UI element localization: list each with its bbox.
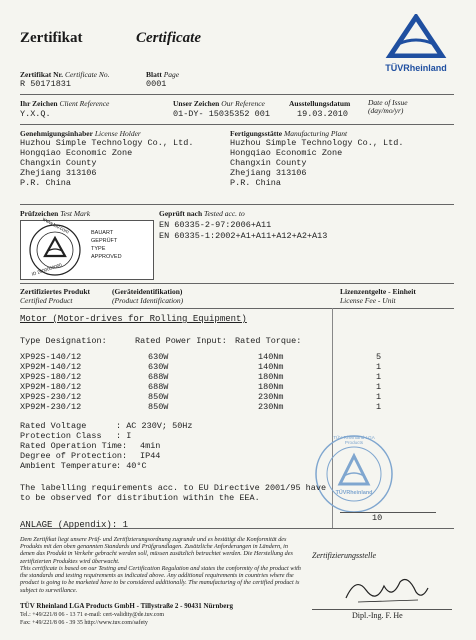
tuv-logo-text: TÜVRheinland (385, 63, 447, 73)
spec-label: Protection Class (20, 431, 102, 441)
spec-label: Ambient Temperature (20, 461, 117, 471)
labelling-note: The labelling requirements acc. to EU Directive 2001/95 have to be observed for distribution within the EEA. (20, 483, 327, 503)
type-cell: XP92S-230/12 (20, 392, 82, 402)
license-fee-label: Lizenzentgelte - Einheit License Fee - Unit (340, 287, 416, 305)
spec-label: Degree of Protection: (20, 451, 128, 461)
torque-cell: 230Nm (258, 402, 284, 412)
title-de: Zertifikat (20, 30, 83, 46)
spec-value: 4min (140, 441, 161, 451)
spec-label: Rated Operation Time: (20, 441, 128, 451)
company-fax: Fax: +49/221/8 06 - 39 35 http://www.tuv.com/safety (20, 620, 148, 626)
tuv-triangle-icon (376, 14, 456, 58)
type-cell: XP92S-180/12 (20, 372, 82, 382)
type-cell: XP92M-230/12 (20, 402, 82, 412)
signature (338, 570, 434, 608)
our-ref-label: Unser Zeichen Our Reference (173, 99, 265, 108)
plant-address: Huzhou Simple Technology Co., Ltd. Hongqiao Economic Zone Changxin County Zhejiang 313106 P.R. China (230, 138, 404, 188)
issue-date-value: 19.03.2010 (297, 109, 349, 119)
legal-text-de: Dem Zertifikat liegt unsere Prüf- und Zertifizierungsordnung zugrunde und es bestätigt die Konformität des Produkts mit den oben genannten Standards und Prüfgrundlagen. Zusätzliche Anforderungen in Ländern, in denen das Produkt in Verkehr gebracht werden soll, müssen zusätzlich betrachtet werden. Die Herstellung des zertifizierten Produktes wird überwacht. (20, 536, 293, 565)
plant-label: Fertigungsstätte Manufacturing Plant (230, 129, 348, 138)
tuv-logo (376, 14, 456, 73)
signature-line (312, 609, 452, 610)
certified-product-label: Zertifiziertes Produkt Certified Product (20, 287, 91, 305)
type-cell: XP92M-140/12 (20, 362, 82, 372)
signatory-name: Dipl.-Ing. F. He (352, 611, 403, 620)
fee-cell: 1 (376, 402, 382, 412)
torque-cell: 180Nm (258, 382, 284, 392)
power-cell: 850W (148, 402, 169, 412)
cert-no-label: Zertifikat Nr. Certificate No. (20, 70, 110, 79)
holder-label: Genehmigungsinhaber License Holder (20, 129, 141, 138)
certification-stamp (312, 432, 396, 516)
spec-label: Rated Voltage (20, 421, 87, 431)
page-label: Blatt Page (146, 70, 180, 79)
torque-cell: 140Nm (258, 352, 284, 362)
fee-cell: 5 (376, 352, 382, 362)
test-mark-label: Prüfzeichen Test Mark (20, 209, 91, 218)
spec-value: IP44 (140, 451, 161, 461)
tested-acc-label: Geprüft nach Tested acc. to (159, 209, 245, 218)
fee-total: 10 (372, 513, 383, 523)
our-ref-value: 01-DY- 15035352 001 (173, 109, 270, 119)
fee-cell: 1 (376, 362, 382, 372)
client-ref-value: Y.X.Q. (20, 109, 51, 119)
torque-cell: 230Nm (258, 392, 284, 402)
type-cell: XP92M-180/12 (20, 382, 82, 392)
type-cell: XP92S-140/12 (20, 352, 82, 362)
title-en: Certificate (136, 30, 201, 46)
power-cell: 688W (148, 382, 169, 392)
holder-address: Huzhou Simple Technology Co., Ltd. Hongqiao Economic Zone Changxin County Zhejiang 313106 P.R. China (20, 138, 194, 188)
stamp-text-top: TÜV Rheinland LGA Products (333, 435, 375, 445)
spec-value: : AC 230V; 50Hz (116, 421, 193, 431)
col-torque-header: Rated Torque: (235, 336, 302, 346)
company-address: TÜV Rheinland LGA Products GmbH - Tillystraße 2 - 90431 Nürnberg (20, 602, 234, 610)
signature-icon (338, 570, 434, 608)
divider (20, 308, 454, 309)
power-cell: 630W (148, 362, 169, 372)
divider (20, 124, 454, 125)
seal-legend: BAUART GEPRÜFT TYPE APPROVED (91, 230, 122, 260)
col-type-header: Type Designation: (20, 336, 107, 346)
company-tel: Tel.: +49/221/8 06 - 13 71 e-mail: cert-validity@de.tuv.com (20, 612, 165, 618)
tuv-seal-icon (25, 222, 85, 278)
product-ident-label: (Geräteidentifikation) (Product Identification) (112, 287, 184, 305)
torque-cell: 140Nm (258, 362, 284, 372)
divider (20, 204, 454, 205)
tested-acc-standards: EN 60335-2-97:2006+A11 EN 60335-1:2002+A1+A11+A12+A2+A13 (159, 220, 328, 241)
test-mark-box (20, 216, 154, 280)
fee-cell: 1 (376, 382, 382, 392)
divider (20, 283, 454, 284)
cert-office-label: Zertifizierungsstelle (312, 551, 376, 560)
seal-url: www.tuv.com (41, 216, 70, 236)
issue-date-en-label: Date of Issue (day/mo/yr) (368, 98, 408, 115)
seal-id: ID 2000000000 (30, 262, 63, 277)
divider (20, 94, 454, 95)
col-power-header: Rated Power Input: (135, 336, 227, 346)
torque-cell: 180Nm (258, 372, 284, 382)
spec-value: : 40°C (116, 461, 147, 471)
fee-cell: 1 (376, 392, 382, 402)
fee-total-line (340, 512, 436, 513)
issue-date-label: Ausstellungsdatum (289, 99, 351, 108)
page-value: 0001 (146, 79, 167, 89)
stamp-text-bottom: TÜVRheinland (335, 490, 373, 496)
cert-no-value: R 50171831 (20, 79, 72, 89)
client-ref-label: Ihr Zeichen Client Reference (20, 99, 110, 108)
annex-label: ANLAGE (Appendix): 1 (20, 520, 129, 530)
product-title: Motor (Motor-drives for Rolling Equipment) (20, 314, 247, 324)
power-cell: 688W (148, 372, 169, 382)
power-cell: 850W (148, 392, 169, 402)
spec-value: : I (116, 431, 132, 441)
power-cell: 630W (148, 352, 169, 362)
legal-text-en: This certificate is based on our Testing and Certification Regulation and states the conformity of the product with the standards and testing requirements as indicated above. Any additional requirements in countries where the product is going to be marketed have to be considered additionally. The manufacturing of the certified product is subject to surveillance. (20, 565, 301, 594)
fee-cell: 1 (376, 372, 382, 382)
